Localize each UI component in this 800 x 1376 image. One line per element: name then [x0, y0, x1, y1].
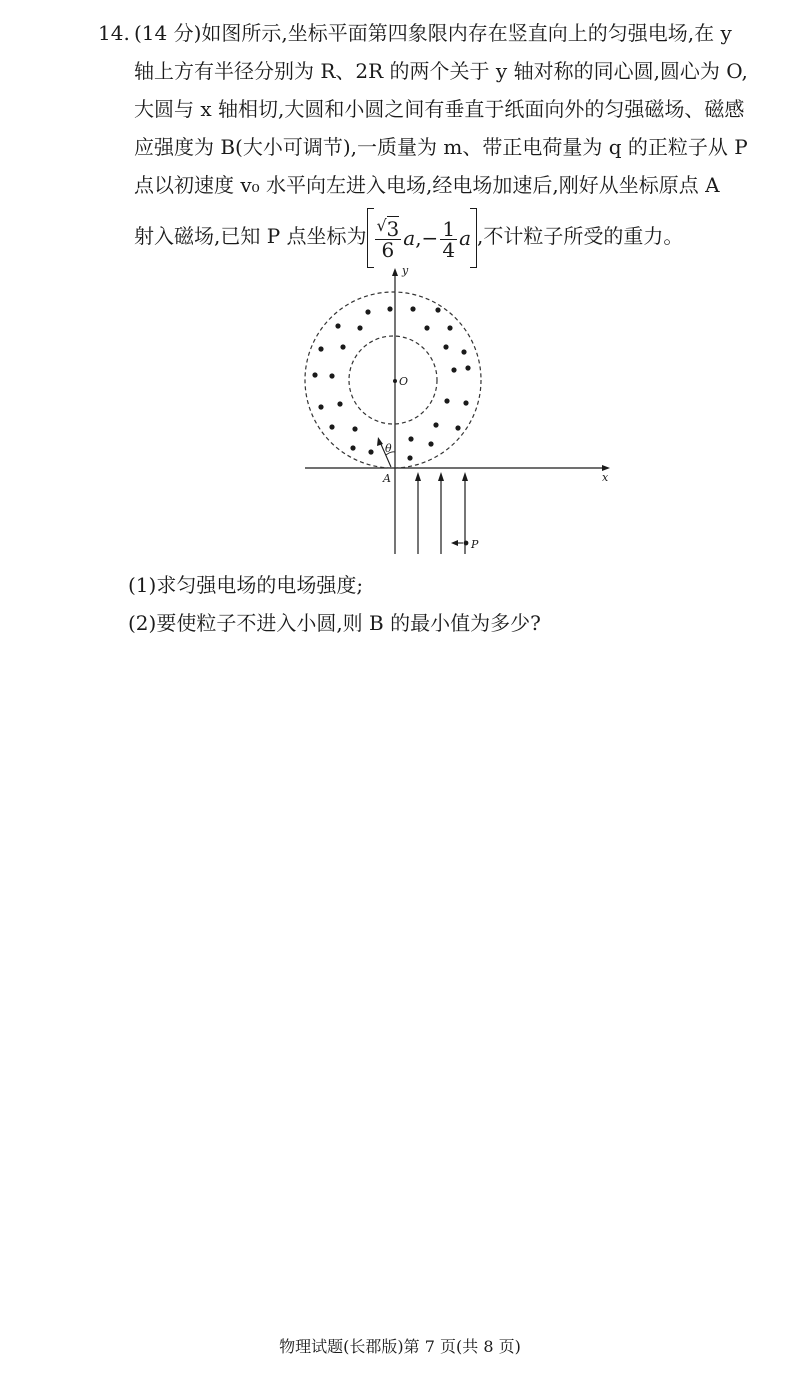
- statement-line-3: 大圆与 x 轴相切,大圆和小圆之间有垂直于纸面向外的匀强磁场、磁感: [134, 97, 745, 121]
- question-2: (2)要使粒子不进入小圆,则 B 的最小值为多少?: [128, 611, 541, 635]
- label-y: y: [402, 264, 409, 277]
- line-6-prefix: 射入磁场,已知 P 点坐标为: [134, 224, 367, 248]
- page-footer: 物理试题(长郡版)第 7 页(共 8 页): [279, 1337, 521, 1356]
- coord-x-a: a: [403, 225, 416, 250]
- coord-separator: ,−: [415, 225, 439, 250]
- problem-14: [98, 14, 788, 268]
- label-A: A: [383, 472, 391, 485]
- y-axis-arrow: [392, 268, 398, 276]
- p-velocity-arrow: [451, 540, 458, 546]
- entry-velocity-arrow: [377, 437, 383, 446]
- physics-diagram: [300, 262, 620, 558]
- small-circle: [349, 336, 437, 424]
- label-theta: θ: [385, 442, 392, 455]
- statement-line-4: 应强度为 B(大小可调节),一质量为 m、带正电荷量为 q 的正粒子从 P: [134, 135, 748, 159]
- statement-line-1: (14 分)如图所示,坐标平面第四象限内存在竖直向上的匀强电场,在 y: [134, 21, 732, 45]
- coord-y-a: a: [459, 225, 471, 250]
- center-point: [393, 379, 397, 383]
- question-1: (1)求匀强电场的电场强度;: [128, 573, 364, 597]
- large-circle: [305, 292, 481, 468]
- electric-field-lines: [415, 472, 468, 554]
- point-P: [464, 541, 469, 546]
- problem-statement: [134, 14, 788, 268]
- label-x: x: [602, 471, 609, 484]
- label-O: O: [399, 375, 409, 388]
- coord-x-numerator: 3: [386, 216, 400, 241]
- statement-line-6: [134, 204, 788, 268]
- statement-line-5: 点以初速度 v₀ 水平向左进入电场,经电场加速后,刚好从坐标原点 A: [134, 173, 720, 197]
- coord-x-denominator: 6: [381, 237, 395, 262]
- diagram-svg: [300, 262, 620, 558]
- p-coordinates: [367, 206, 477, 270]
- coord-y-numerator: 1: [442, 216, 456, 241]
- sub-questions: [128, 566, 541, 642]
- coord-x-fraction: √ 3 6: [376, 215, 400, 262]
- label-P: P: [471, 538, 479, 551]
- problem-number: 14.: [98, 21, 130, 45]
- coord-y-fraction: [440, 216, 457, 262]
- statement-line-2: 轴上方有半径分别为 R、2R 的两个关于 y 轴对称的同心圆,圆心为 O,: [134, 59, 748, 83]
- coord-y-denominator: 4: [442, 237, 456, 262]
- magnetic-field-dots: [312, 306, 470, 460]
- line-6-suffix: ,不计粒子所受的重力。: [477, 224, 684, 248]
